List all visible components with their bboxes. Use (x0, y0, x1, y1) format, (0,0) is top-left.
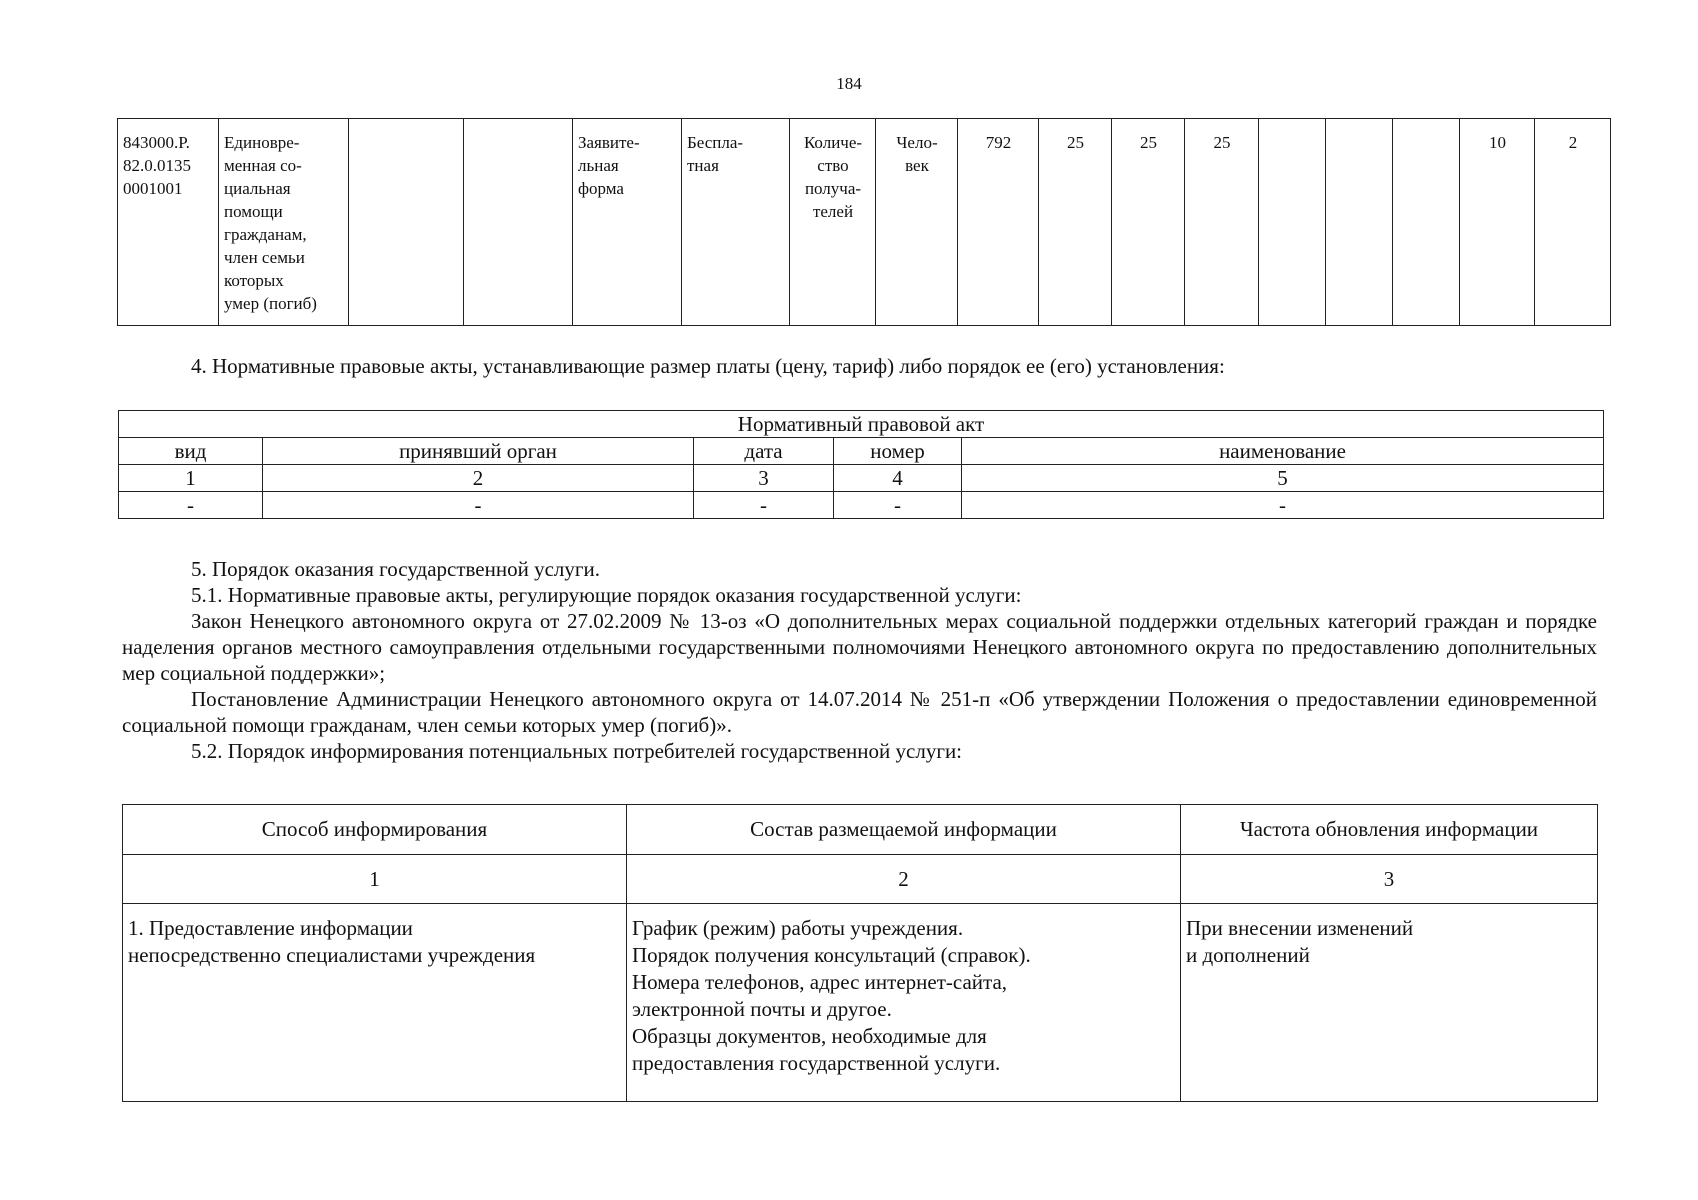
deviation-cell: 10 (1460, 119, 1535, 326)
column-header: номер (834, 438, 962, 465)
payment-cell: Беспла- тная (682, 119, 790, 326)
table-cell: - (119, 492, 263, 519)
okei-code-cell: 792 (958, 119, 1039, 326)
table-row (123, 904, 1598, 1102)
section-5-1-heading: 5.1. Нормативные правовые акты, регулирующие порядок оказания государственной услуги: (191, 583, 1022, 607)
informing-method-cell: 1. Предоставление информации непосредственно специалистами учреждения (123, 904, 627, 1102)
column-header: вид (119, 438, 263, 465)
unit-cell: Чело- век (876, 119, 958, 326)
page-number: 184 (836, 74, 862, 93)
informing-content-cell: График (режим) работы учреждения. Порядок получения консультаций (справок). Номера телефонов, адрес интернет-сайта, электронной почты и другое. Образцы документов, необходимые для предоставления государственной услуги. (627, 904, 1181, 1102)
column-number: 1 (123, 855, 627, 904)
column-number: 2 (627, 855, 1181, 904)
column-number: 5 (962, 465, 1604, 492)
column-header: принявший орган (263, 438, 694, 465)
indicator-name-cell: Количе- ство получа- телей (790, 119, 876, 326)
value-cell: 25 (1112, 119, 1185, 326)
column-header: Способ информирования (123, 805, 627, 855)
table-cell: - (962, 492, 1604, 519)
section-5 (122, 556, 1597, 764)
table-cell: - (834, 492, 962, 519)
empty-cell (1393, 119, 1460, 326)
informing-frequency-cell: При внесении изменений и дополнений (1181, 904, 1598, 1102)
column-number: 3 (1181, 855, 1598, 904)
service-volume-table (117, 118, 1611, 326)
column-number: 1 (119, 465, 263, 492)
legal-act-title-cell: Нормативный правовой акт (119, 411, 1604, 438)
table-row (119, 492, 1604, 519)
registry-code-cell: 843000.Р. 82.0.0135 0001001 (118, 119, 219, 326)
section-5-2-heading: 5.2. Порядок информирования потенциальных потребителей государственной услуги: (191, 739, 963, 763)
column-header: наименование (962, 438, 1604, 465)
informing-table (122, 804, 1598, 1102)
form-cell: Заявите- льная форма (573, 119, 682, 326)
service-name-cell: Единовре- менная со- циальная помощи гражданам, член семьи которых умер (погиб) (219, 119, 349, 326)
empty-cell (1326, 119, 1393, 326)
resolution-paragraph: Постановление Администрации Ненецкого автономного округа от 14.07.2014 № 251-п «Об утверждении Положения о предоставлении единовременной социальной помощи гражданам, член семьи которых умер (погиб)». (122, 687, 1597, 737)
table-row (119, 411, 1604, 438)
column-number: 4 (834, 465, 962, 492)
value-cell: 25 (1185, 119, 1259, 326)
section-5-heading: 5. Порядок оказания государственной услуги. (191, 557, 600, 581)
legal-acts-table (118, 410, 1604, 519)
table-row (119, 465, 1604, 492)
section-4-heading: 4. Нормативные правовые акты, устанавливающие размер платы (цену, тариф) либо порядок ее (его) установления: (191, 354, 1225, 378)
table-row (118, 119, 1611, 326)
column-header: Состав размещаемой информации (627, 805, 1181, 855)
table-row (123, 805, 1598, 855)
column-header: дата (694, 438, 834, 465)
column-header: Частота обновления информации (1181, 805, 1598, 855)
table-row (119, 438, 1604, 465)
table-cell: - (694, 492, 834, 519)
deviation-cell: 2 (1535, 119, 1611, 326)
table-cell: - (263, 492, 694, 519)
column-number: 2 (263, 465, 694, 492)
empty-cell (1259, 119, 1326, 326)
column-number: 3 (694, 465, 834, 492)
empty-cell (349, 119, 464, 326)
law-paragraph: Закон Ненецкого автономного округа от 27.02.2009 № 13-оз «О дополнительных мерах социальной поддержки отдельных категорий граждан и порядке наделения органов местного самоуправления отдельными государственными полномочиями Ненецкого автономного округа по предоставлению дополнительных мер социальной поддержки»; (122, 609, 1597, 685)
table-row (123, 855, 1598, 904)
value-cell: 25 (1039, 119, 1112, 326)
empty-cell (464, 119, 573, 326)
